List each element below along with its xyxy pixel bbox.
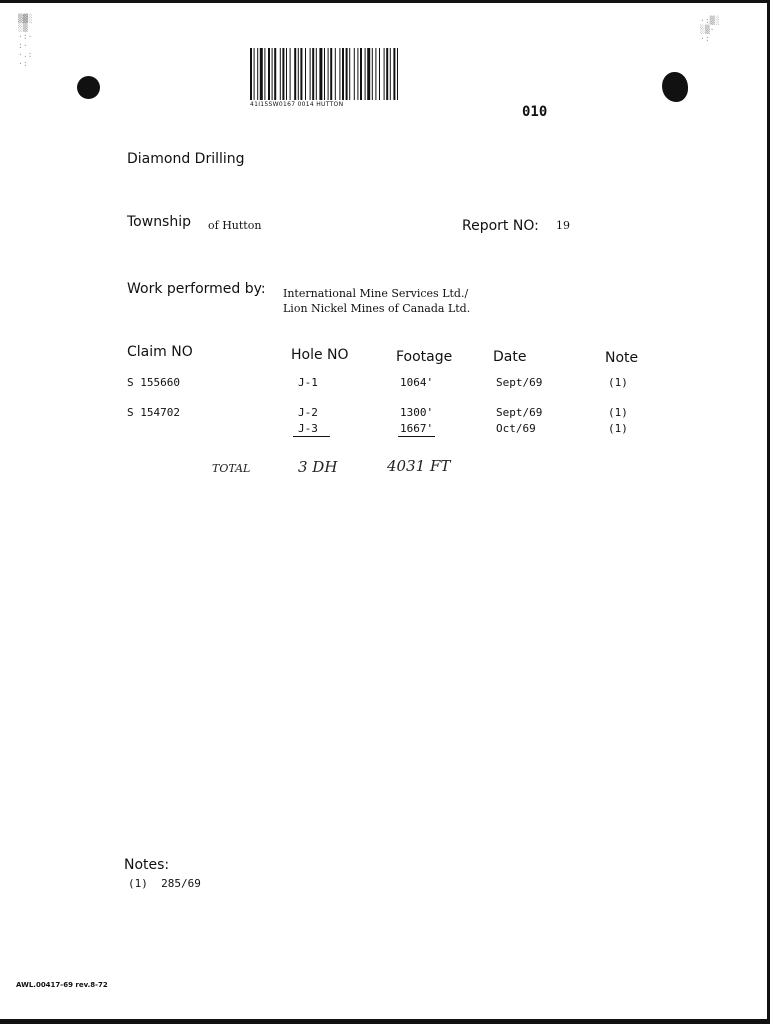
row3-note: (1) [608,422,628,435]
scan-specks-right: ·:▒░ ░▒· ·: [700,16,720,43]
work-performed-line1: International Mine Services Ltd./ [283,287,469,300]
row1-date: Sept/69 [496,376,543,389]
row2-claim: S 154702 [127,406,180,419]
note-header: Note [605,350,639,366]
date-header: Date [493,349,527,365]
row2-hole: J-2 [298,406,318,419]
scan-specks-left: ▒▓░ ░▒ ·:· :· ·.: ·: [18,14,33,68]
report-label: Report NO: [462,218,539,234]
row2-footage: 1300' [400,406,434,419]
punch-hole-left [77,76,100,99]
barcode-text: 41I15SW0167 0014 HUTTON [250,101,344,108]
work-performed-line2: Lion Nickel Mines of Canada Ltd. [283,302,471,315]
heading: Diamond Drilling [127,151,245,167]
row2-note: (1) [608,406,628,419]
page-border-top [0,0,770,3]
row1-footage: 1064' [400,376,434,389]
barcode [250,48,466,100]
row3-hole: J-3 [293,422,330,437]
claim-header: Claim NO [127,344,193,360]
notes-label: Notes: [124,857,170,873]
page-border-bottom [0,1019,770,1024]
row1-claim: S 155660 [127,376,180,389]
row3-footage: 1667' [400,422,434,435]
work-performed-label: Work performed by: [127,281,266,297]
row1-note: (1) [608,376,628,389]
hole-header: Hole NO [291,347,349,363]
township-label: Township [127,214,192,230]
township-value: of Hutton [208,219,262,232]
row2-date: Sept/69 [496,406,543,419]
row3-date: Oct/69 [496,422,536,435]
total-holes: 3 DH [298,458,338,476]
punch-hole-right [662,72,688,102]
row1-hole: J-1 [298,376,318,389]
report-value: 19 [556,219,570,232]
notes-item: (1) 285/69 [128,877,201,890]
file-number: 010 [522,104,548,120]
footage-header: Footage [396,349,453,365]
total-footage: 4031 FT [387,457,451,475]
total-label: TOTAL [212,462,251,475]
form-code: AWL.00417-69 rev.8-72 [16,981,108,989]
